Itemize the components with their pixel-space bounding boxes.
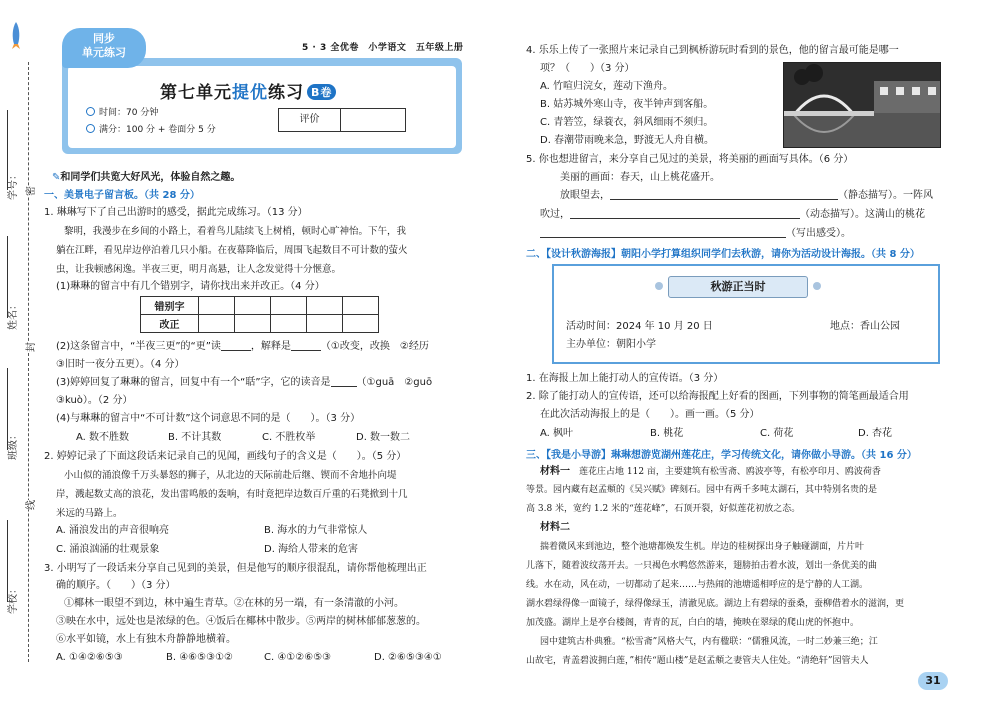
material2-line-7: 山故宅，青盖碧波拥白莲，”相传“题山楼”是赵孟頫之妻管夫人住处。“清绝轩”园管夫人 bbox=[526, 656, 869, 666]
q5-line-4 bbox=[540, 227, 851, 240]
name-label: 姓名： bbox=[8, 300, 19, 330]
table-cell[interactable] bbox=[307, 315, 343, 333]
correction-table bbox=[140, 296, 379, 333]
answer-blank[interactable] bbox=[610, 199, 838, 200]
q3-line-2: ③映在水中，远处也是浓绿的色。④饭后在椰林中散步。⑤两岸的树林郁郁葱葱的。 bbox=[56, 616, 426, 627]
part2-q2-b: 在此次活动海报上的是（ ）。画一画。（5 分） bbox=[540, 409, 760, 420]
q2-para-2: 岸，溅起数丈高的浪花，发出雷鸣般的轰响，有时竟把岸边数百斤重的石凳掀到十几 bbox=[56, 489, 408, 500]
q1-sub2-c: （①改变，改换 ②经历 bbox=[320, 341, 429, 352]
q2-stem: 2. 婷婷记录了下面这段话来记录自己的见闻，画线句子的含义是（ ）。（5 分） bbox=[44, 451, 407, 462]
title-part-a: 第七单元 bbox=[160, 83, 232, 103]
q1-option-b[interactable]: B. 不计其数 bbox=[168, 432, 222, 443]
q1-sub2 bbox=[56, 340, 429, 353]
poster-place: 地点：香山公园 bbox=[830, 321, 900, 332]
q3-line-3: ⑥水平如镜，水上有独木舟静静地横着。 bbox=[56, 634, 236, 645]
evaluation-label: 评价 bbox=[279, 109, 341, 131]
q4-stem: 4. 乐乐上传了一张照片来记录自己到枫桥游玩时看到的景色，他的留言最可能是哪一 bbox=[526, 45, 899, 56]
version-badge: B卷 bbox=[307, 84, 336, 100]
answer-blank[interactable] bbox=[221, 350, 251, 351]
header-banner bbox=[62, 58, 462, 154]
q1-sub2-d: ③旧时一夜分五更）。（4 分） bbox=[56, 359, 185, 370]
q5-line-2-b: （静态描写）。一阵风 bbox=[838, 190, 933, 201]
q4-option-c[interactable]: C. 青箬笠，绿蓑衣，斜风细雨不须归。 bbox=[540, 117, 714, 128]
q3-stem: 3. 小明写了一段话来分享自己见到的美景，但是他写的顺序很混乱，请你帮他梳理出正 bbox=[44, 563, 427, 574]
part2-title: 二、【设计秋游海报】朝阳小学打算组织同学们去秋游，请你为活动设计海报。（共 8 分） bbox=[526, 249, 920, 260]
q2-option-c[interactable]: C. 涌浪汹涌的壮观景象 bbox=[56, 544, 160, 555]
material1-line-3: 高 3.8 米，宽约 1.2 米的“莲花峰”，石顶开裂，好似莲花初放之态。 bbox=[526, 504, 801, 514]
evaluation-box bbox=[278, 108, 406, 132]
q5-line-3 bbox=[540, 208, 925, 221]
q5-line-1: 美丽的画面：春天，山上桃花盛开。 bbox=[560, 172, 720, 183]
table-cell[interactable] bbox=[271, 315, 307, 333]
material2-label: 材料二 bbox=[540, 522, 570, 533]
q4-option-d[interactable]: D. 春潮带雨晚来急，野渡无人舟自横。 bbox=[540, 135, 715, 146]
answer-blank[interactable] bbox=[570, 218, 800, 219]
table-label-wrong: 错别字 bbox=[141, 297, 199, 315]
q1-sub4: (4)与琳琳的留言中“不可计数”这个词意思不同的是（ ）。（3 分） bbox=[56, 413, 361, 424]
material2-line-6: 园中建筑古朴典雅。“松雪斋”风格大气，内有楹联：“儒雅风流，一时二妙兼三绝；江 bbox=[540, 637, 878, 647]
table-cell[interactable] bbox=[307, 297, 343, 315]
q3-line-1: ①椰林一眼望不到边，林中遍生青草。②在林的另一端，有一条清澈的小河。 bbox=[64, 598, 404, 609]
q2-option-b[interactable]: B. 海水的力气非常惊人 bbox=[264, 525, 368, 536]
q2-para-1: 小山似的涌浪像千万头暴怒的狮子，从北边的天际前赴后继、锲而不舍地扑向堤 bbox=[64, 470, 397, 481]
student-no-line bbox=[7, 110, 8, 190]
material1 bbox=[540, 462, 881, 482]
material2-line-4: 湖水碧绿得像一面镜子，绿得像绿玉，清澈见底。湖边上有碧绿的蚕桑，蚕柳借着水的滋润，更 bbox=[526, 599, 905, 609]
part2-q1: 1. 在海报上加上能打动人的宣传语。（3 分） bbox=[526, 373, 724, 384]
binding-margin bbox=[0, 0, 38, 706]
series-label: 5 · 3 全优卷 小学语文 五年级上册 bbox=[302, 43, 464, 53]
intro-text bbox=[52, 168, 240, 183]
part2-q2: 2. 除了能打动人的宣传语，还可以给海报配上好看的图画，下列事物的简笔画最适合用 bbox=[526, 391, 909, 402]
part3-title: 三、【我是小导游】琳琳想游览湖州莲花庄，学习传统文化，请你做小导游。（共 16 分） bbox=[526, 450, 917, 461]
table-cell[interactable] bbox=[199, 297, 235, 315]
poster-time: 活动时间：2024 年 10 月 20 日 bbox=[566, 321, 713, 332]
table-cell[interactable] bbox=[271, 297, 307, 315]
table-cell[interactable] bbox=[343, 297, 379, 315]
q1-para-2: 躺在江畔，看见岸边停泊着几只小船。在夜幕降临后，周围飞起数目不可计数的萤火 bbox=[56, 245, 408, 256]
part1-title: 一、美景电子留言板。（共 28 分） bbox=[44, 190, 200, 201]
title-part-c: 练习 bbox=[268, 83, 304, 103]
material2-line-2: 儿落下，随着波纹荡开去。一只褐色水鸭悠然游来，翅膀拍击着水波，划出一条优美的曲 bbox=[526, 561, 878, 571]
time-text: 时间：70 分钟 bbox=[99, 108, 159, 118]
page-title bbox=[160, 78, 336, 103]
student-no-label: 学号： bbox=[8, 170, 19, 200]
q1-option-a[interactable]: A. 数不胜数 bbox=[76, 432, 130, 443]
class-line bbox=[7, 368, 8, 450]
q3-option-d[interactable]: D. ②⑥⑤③④① bbox=[374, 652, 442, 663]
table-cell[interactable] bbox=[199, 315, 235, 333]
q5-line-3-b: （动态描写）。这满山的桃花 bbox=[800, 209, 925, 220]
table-cell[interactable] bbox=[235, 297, 271, 315]
q4-option-b[interactable]: B. 姑苏城外寒山寺，夜半钟声到客船。 bbox=[540, 99, 714, 110]
q5-line-2-a: 放眼望去， bbox=[560, 190, 610, 201]
rocket-icon bbox=[8, 22, 24, 50]
q1-sub2-b: ，解释是 bbox=[250, 341, 291, 352]
q1-sub3-b: （①guā ②guō bbox=[356, 377, 433, 388]
q1-stem: 1. 琳琳写下了自己出游时的感受，据此完成练习。（13 分） bbox=[44, 207, 308, 218]
part2-option-b[interactable]: B. 桃花 bbox=[650, 428, 684, 439]
q5-line-3-a: 吹过， bbox=[540, 209, 570, 220]
score-text: 满分：100 分 + 卷面分 5 分 bbox=[99, 125, 216, 135]
q2-option-d[interactable]: D. 海给人带来的危害 bbox=[264, 544, 359, 555]
q5-line-2 bbox=[560, 189, 933, 202]
q1-para-1: 黎明，我漫步在乡间的小路上，看着鸟儿陆续飞上树梢，顿时心旷神怡。下午，我 bbox=[64, 226, 407, 237]
table-label-fix: 改正 bbox=[141, 315, 199, 333]
q3-option-c[interactable]: C. ④①②⑥⑤③ bbox=[264, 652, 332, 663]
part2-option-c[interactable]: C. 荷花 bbox=[760, 428, 794, 439]
q1-sub3-c: ③kuò）。（2 分） bbox=[56, 395, 133, 406]
q1-sub3-a: (3)婷婷回复了琳琳的留言，回复中有一个“聒”字，它的读音是 bbox=[56, 377, 331, 388]
poster-title: 秋游正当时 bbox=[668, 276, 808, 298]
maple-bridge-photo bbox=[783, 62, 941, 148]
q5-stem: 5. 你也想进留言，来分享自己见过的美景，将美丽的画面写具体。（6 分） bbox=[526, 154, 854, 165]
material1-line-2: 等景。园内藏有赵孟頫的《吴兴赋》碑刻石。园中有两千多吨太湖石，其中特别名贵的是 bbox=[526, 485, 878, 495]
q1-sub2-a: (2)这条留言中，“半夜三更”的“更”读 bbox=[56, 341, 221, 352]
seal-word-xian: 线 bbox=[22, 500, 37, 510]
school-label: 学校： bbox=[8, 584, 19, 614]
poster-frame bbox=[552, 264, 940, 364]
q1-sub1: (1)琳琳的留言中有几个错别字，请你找出来并改正。（4 分） bbox=[56, 281, 325, 292]
q1-option-c[interactable]: C. 不胜枚举 bbox=[262, 432, 316, 443]
q5-line-4-text: （写出感受）。 bbox=[786, 228, 851, 239]
material1-label: 材料一 bbox=[540, 466, 570, 477]
q1-para-3: 虫，让我顿感闲逸。半夜三更，明月高悬，让人念发觉得十分惬意。 bbox=[56, 264, 342, 275]
part2-option-d[interactable]: D. 杏花 bbox=[858, 428, 893, 439]
seal-word-mi: 密 bbox=[22, 186, 37, 196]
poster-host: 主办单位：朝阳小学 bbox=[566, 339, 656, 350]
score-info bbox=[86, 124, 216, 137]
sync-practice-tag: 同步 单元练习 bbox=[62, 28, 146, 68]
check-icon bbox=[86, 124, 95, 133]
q1-option-d[interactable]: D. 数一数二 bbox=[356, 432, 411, 443]
q3-option-b[interactable]: B. ④⑥⑤③①② bbox=[166, 652, 234, 663]
q1-sub3 bbox=[56, 376, 432, 389]
clock-icon bbox=[86, 107, 95, 116]
q4-option-a[interactable]: A. 竹喧归浣女，莲动下渔舟。 bbox=[540, 81, 674, 92]
q3-stem-2: 确的顺序。（ ）（3 分） bbox=[56, 580, 176, 591]
time-info bbox=[86, 107, 158, 120]
answer-blank[interactable] bbox=[291, 350, 321, 351]
school-line bbox=[7, 520, 8, 602]
part2-option-a[interactable]: A. 枫叶 bbox=[540, 428, 574, 439]
q2-para-3: 米远的马路上。 bbox=[56, 508, 123, 519]
answer-blank[interactable] bbox=[540, 237, 786, 238]
q2-option-a[interactable]: A. 涌浪发出的声音很响亮 bbox=[56, 525, 170, 536]
intro-label: 和同学们共览大好风光，体验自然之趣。 bbox=[60, 172, 241, 183]
material2-line-5: 加茂盛。湖岸上是亭台楼阁，青青的瓦，白白的墙，掩映在翠绿的爬山虎的怀抱中。 bbox=[526, 618, 860, 628]
material2-line-3: 线。水在动，风在动，一切都动了起来……与热闹的池塘遥相呼应的是宁静的人工湖。 bbox=[526, 580, 869, 590]
page-number: 31 bbox=[918, 672, 948, 690]
title-part-b: 提优 bbox=[232, 83, 268, 103]
material2-line-1: 揣着微风来到池边，整个池塘都焕发生机。岸边的桂树探出身子触碰湖面，片片叶 bbox=[540, 542, 865, 552]
seal-line bbox=[28, 62, 29, 662]
answer-blank[interactable] bbox=[331, 386, 357, 387]
class-label: 班级： bbox=[8, 430, 19, 460]
table-cell[interactable] bbox=[343, 315, 379, 333]
q3-option-a[interactable]: A. ①④②⑥⑤③ bbox=[56, 652, 123, 663]
name-line bbox=[7, 236, 8, 318]
seal-word-feng: 封 bbox=[22, 342, 37, 352]
q4-stem-2: 项？（ ）（3 分） bbox=[540, 63, 635, 74]
evaluation-blank[interactable] bbox=[341, 109, 405, 131]
table-cell[interactable] bbox=[235, 315, 271, 333]
pen-icon: ✎ bbox=[52, 172, 61, 183]
material1-line-1: 莲花庄占地 112 亩，主要建筑有松雪斋、鸥波亭等，有松亭印月、鸥波荷香 bbox=[579, 467, 881, 477]
